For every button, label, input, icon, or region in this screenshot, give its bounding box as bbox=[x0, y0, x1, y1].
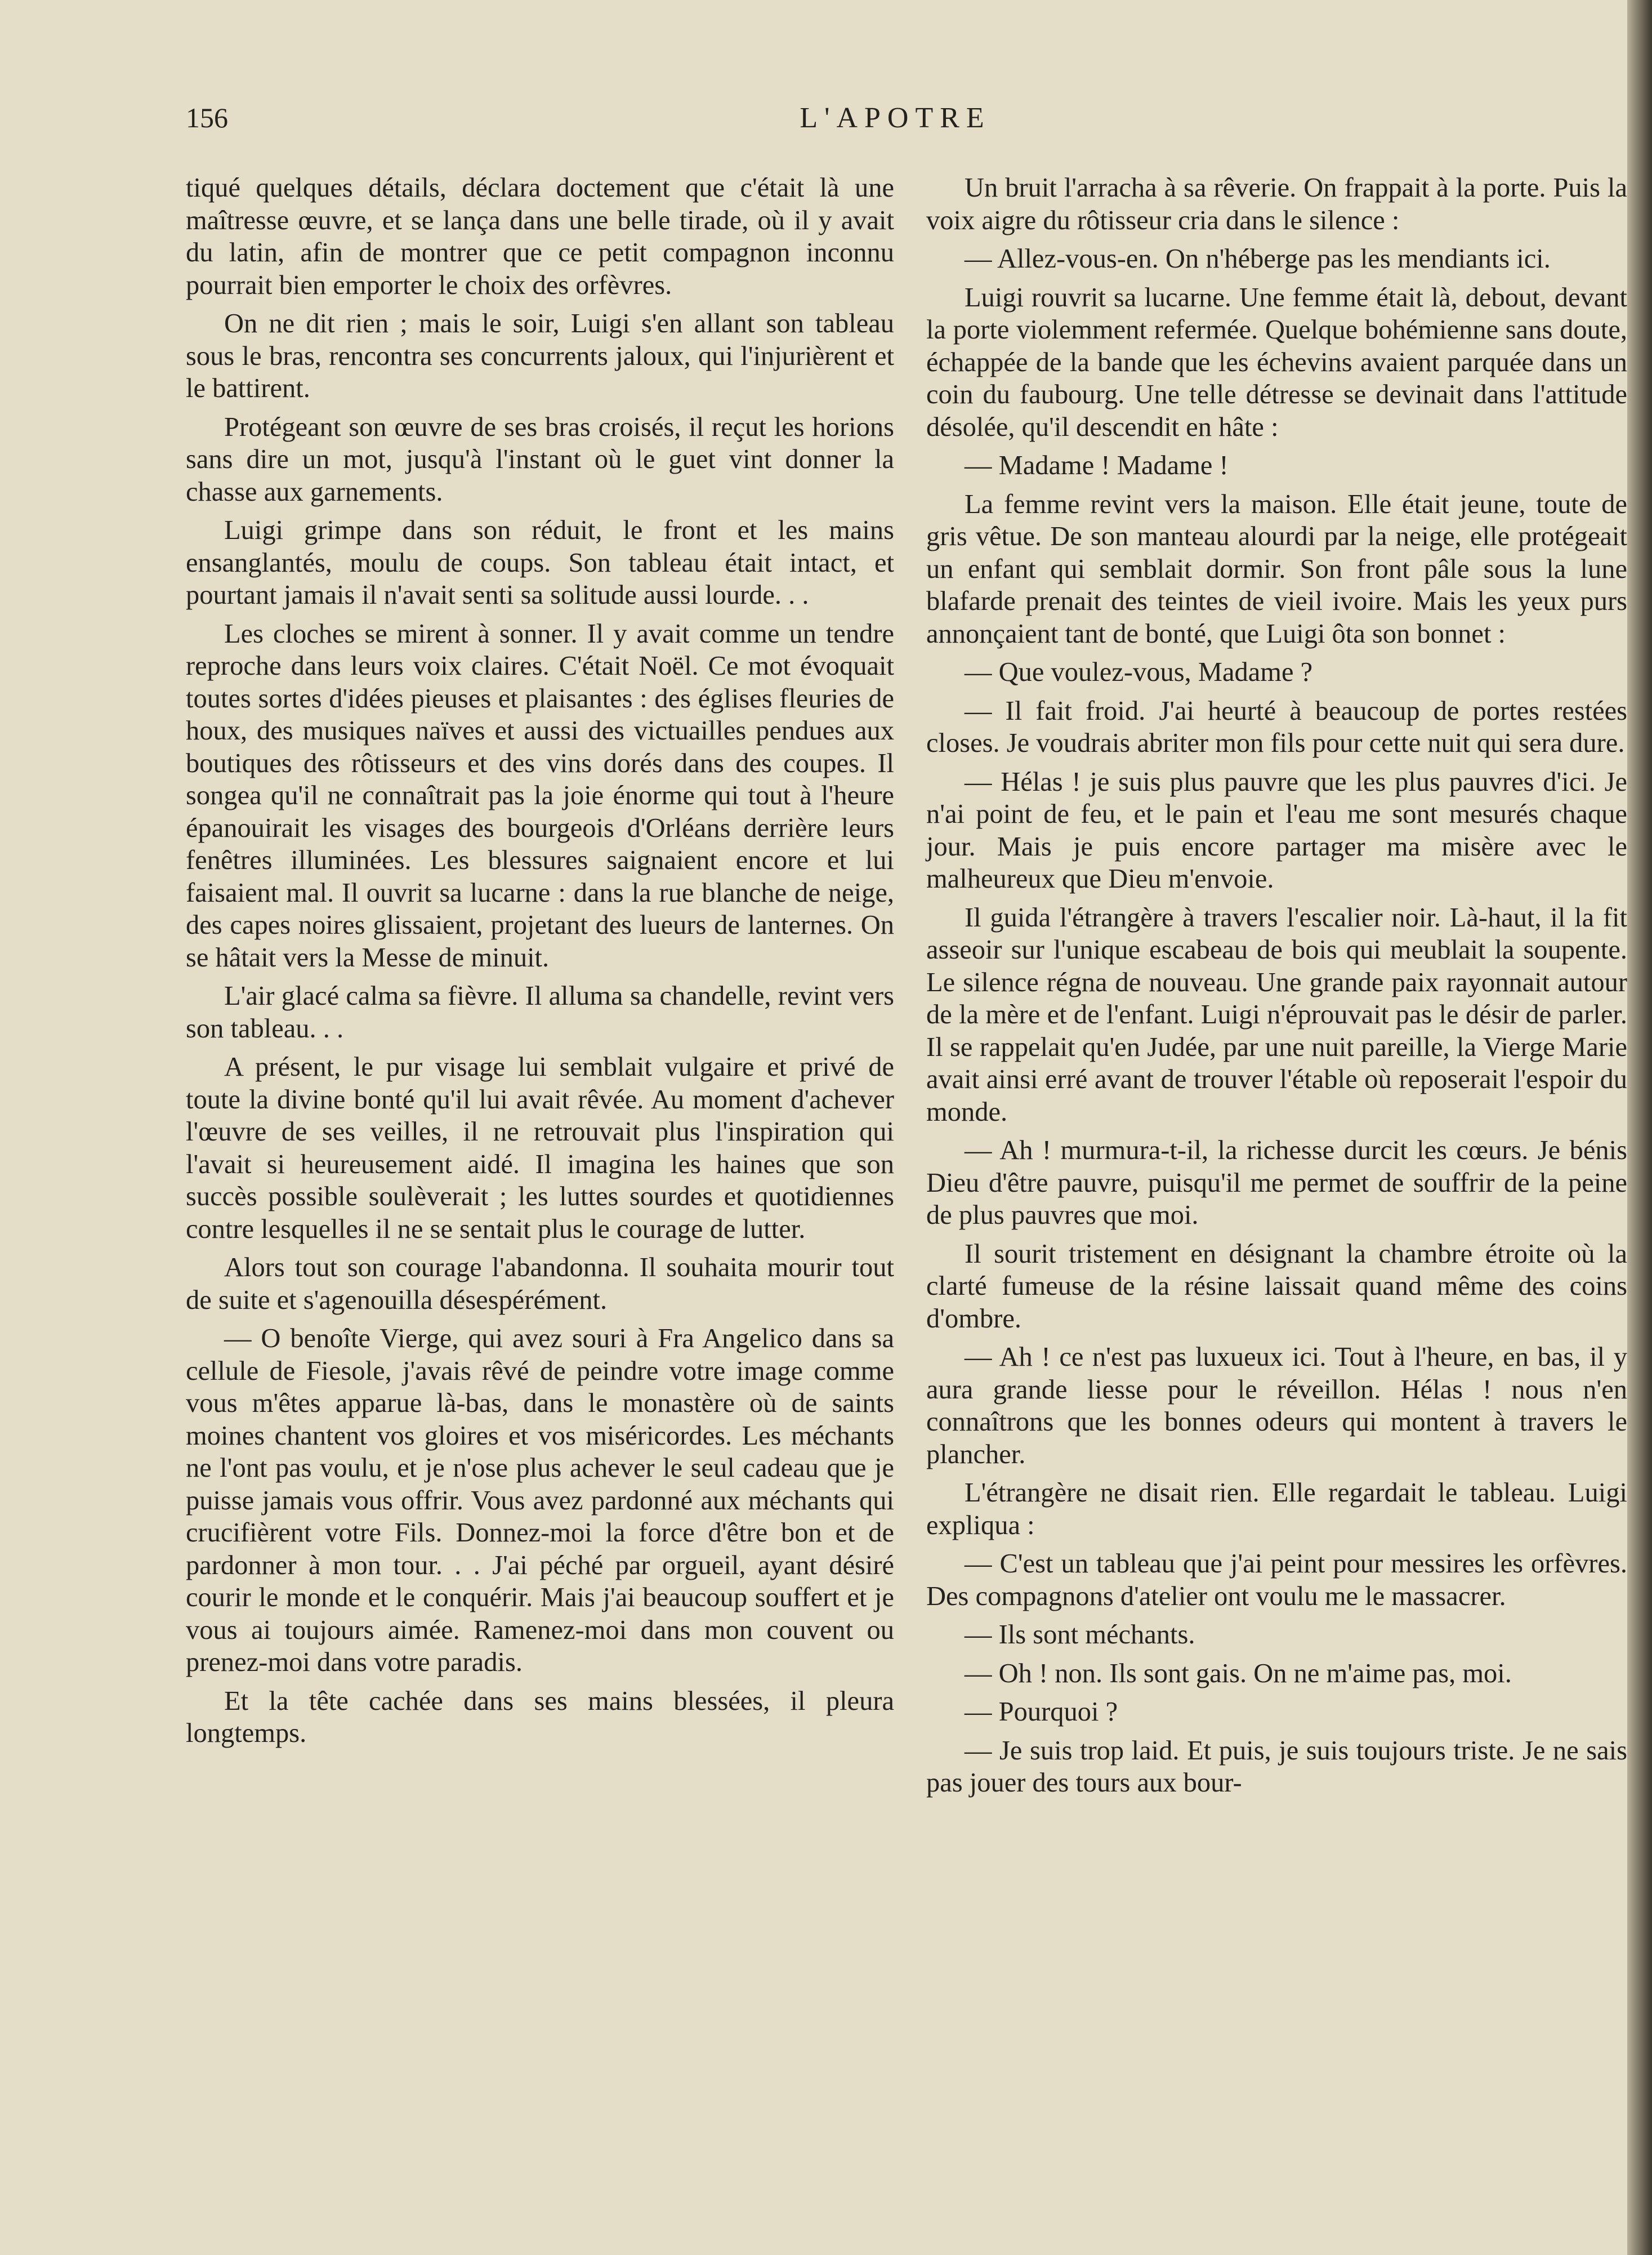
page-edge-shadow bbox=[1627, 0, 1652, 2255]
paragraph: Luigi rouvrit sa lucarne. Une femme était là, debout, devant la porte violemment refermée. Quelque bohémienne sans doute, échappée de la bande que les échevins avaient parquée dans un coin du faubourg. Une telle détresse se devinait dans l'attitude désolée, qu'il descendit en hâte : bbox=[926, 282, 1627, 442]
dialogue-line: — Ah ! murmura-t-il, la richesse durcit les cœurs. Je bénis Dieu d'être pauvre, puisqu'il me permet de souffrir de la peine de plus pauvres que moi. bbox=[926, 1135, 1627, 1230]
paragraph: Les cloches se mirent à sonner. Il y avait comme un tendre reproche dans leurs voix claires. C'était Noël. Ce mot évoquait toutes sortes d'idées pieuses et plaisantes : des églises fleuries de houx, des musiques naïves et aussi des victuailles pendues aux boutiques des rôtisseurs et des vins dorés dans des coupes. Il songea qu'il ne connaîtrait pas la joie énorme qui tout à l'heure épanouirait les visages des bourgeois d'Orléans derrière leurs fenêtres illuminées. Les blessures saignaient encore et lui faisaient mal. Il ouvrit sa lucarne : dans la rue blanche de neige, des capes noires glissaient, projetant des lueurs de lanternes. On se hâtait vers la Messe de minuit. bbox=[186, 618, 894, 973]
running-title: L'APOTRE bbox=[800, 102, 991, 134]
paragraph: Un bruit l'arracha à sa rêverie. On frappait à la porte. Puis la voix aigre du rôtisseur cria dans le silence : bbox=[926, 173, 1627, 235]
paragraph: La femme revint vers la maison. Elle était jeune, toute de gris vêtue. De son manteau alourdi par la neige, elle protégeait un enfant qui semblait dormir. Son front pâle sous la lune blafarde prenait des teintes de vieil ivoire. Mais les yeux purs annonçaient tant de bonté, que Luigi ôta son bonnet : bbox=[926, 489, 1627, 649]
dialogue-line: — Que voulez-vous, Madame ? bbox=[965, 657, 1313, 687]
paragraph: Et la tête cachée dans ses mains blessées, il pleura longtemps. bbox=[186, 1686, 894, 1748]
dialogue-line: — Il fait froid. J'ai heurté à beaucoup de portes restées closes. Je voudrais abriter mon fils pour cette nuit qui sera dure. bbox=[926, 696, 1627, 758]
paragraph: Protégeant son œuvre de ses bras croisés, il reçut les horions sans dire un mot, jusqu'à l'instant où le guet vint donner la chasse aux garnements. bbox=[186, 412, 894, 507]
paragraph: Alors tout son courage l'abandonna. Il souhaita mourir tout de suite et s'agenouilla désespérément. bbox=[186, 1253, 894, 1315]
left-text-column bbox=[186, 172, 894, 1756]
dialogue-line: — Je suis trop laid. Et puis, je suis toujours triste. Je ne sais pas jouer des tours aux bour- bbox=[926, 1735, 1627, 1798]
paragraph: A présent, le pur visage lui semblait vulgaire et privé de toute la divine bonté qu'il lui avait rêvée. Au moment d'achever l'œuvre de ses veilles, il ne retrouvait plus l'inspiration qui l'avait si heureusement aidé. Il imagina les haines que son succès possible soulèverait ; les luttes sourdes et quotidiennes contre lesquelles il ne se sentait plus le courage de lutter. bbox=[186, 1052, 894, 1244]
dialogue-line: — Ah ! ce n'est pas luxueux ici. Tout à l'heure, en bas, il y aura grande liesse pour le réveillon. Hélas ! nous n'en connaîtrons que les bonnes odeurs qui montent à travers le plancher. bbox=[926, 1342, 1627, 1469]
dialogue-line: — Madame ! Madame ! bbox=[965, 451, 1229, 480]
page-header bbox=[186, 101, 1605, 141]
paragraph: L'étrangère ne disait rien. Elle regardait le tableau. Luigi expliqua : bbox=[926, 1478, 1627, 1540]
paragraph: On ne dit rien ; mais le soir, Luigi s'en allant son tableau sous le bras, rencontra ses concurrents jaloux, qui l'injurièrent et le battirent. bbox=[186, 309, 894, 403]
dialogue-line: — Pourquoi ? bbox=[965, 1697, 1118, 1727]
dialogue-line: — Hélas ! je suis plus pauvre que les plus pauvres d'ici. Je n'ai point de feu, et le pain et l'eau me sont mesurés chaque jour. Mais je puis encore partager ma misère avec le malheureux que Dieu m'envoie. bbox=[926, 766, 1627, 894]
page-number: 156 bbox=[186, 102, 228, 133]
paragraph: tiqué quelques détails, déclara doctement que c'était là une maîtresse œuvre, et se lança dans une belle tirade, où il y avait du latin, afin de montrer que ce petit compagnon inconnu pourrait bien emporter le choix des orfèvres. bbox=[186, 173, 894, 300]
paragraph: Il sourit tristement en désignant la chambre étroite où la clarté fumeuse de la résine laissait quand même des coins d'ombre. bbox=[926, 1238, 1627, 1334]
paragraph: Il guida l'étrangère à travers l'escalier noir. Là-haut, il la fit asseoir sur l'unique escabeau de bois qui meublait la soupente. Le silence régna de nouveau. Une grande paix rayonnait autour de la mère et de l'enfant. Luigi n'éprouvait pas le désir de parler. Il se rappelait qu'en Judée, par une nuit pareille, la Vierge Marie avait ainsi erré avant de trouver l'étable où reposerait l'espoir du monde. bbox=[926, 902, 1627, 1127]
dialogue-line: — Oh ! non. Ils sont gais. On ne m'aime pas, moi. bbox=[965, 1658, 1512, 1688]
dialogue-line: — Ils sont méchants. bbox=[965, 1620, 1195, 1650]
paragraph: Luigi grimpe dans son réduit, le front et les mains ensanglantés, moulu de coups. Son tableau était intact, et pourtant jamais il n'avait senti sa solitude aussi lourde. . . bbox=[186, 515, 894, 610]
dialogue-line: — Allez-vous-en. On n'héberge pas les mendiants ici. bbox=[965, 244, 1551, 274]
paragraph: L'air glacé calma sa fièvre. Il alluma sa chandelle, revint vers son tableau. . . bbox=[186, 981, 894, 1044]
paragraph: — O benoîte Vierge, qui avez souri à Fra Angelico dans sa cellule de Fiesole, j'avais rêvé de peindre votre image comme vous m'êtes apparue là-bas, dans le monastère où de saints moines chantent vos gloires et vos miséricordes. Les méchants ne l'ont pas voulu, et je n'ose plus achever le seul cadeau que je puisse jamais vous offrir. Vous avez pardonné aux méchants qui crucifièrent votre Fils. Donnez-moi la force d'être bon et de pardonner à mon tour. . . J'ai péché par orgueil, ayant désiré courir le monde et le conquérir. Mais j'ai beaucoup souffert et je vous ai toujours aimée. Ramenez-moi dans mon couvent ou prenez-moi dans votre paradis. bbox=[186, 1323, 894, 1677]
right-text-column bbox=[926, 172, 1627, 1806]
dialogue-line: — C'est un tableau que j'ai peint pour messires les orfèvres. Des compagnons d'atelier ont voulu me le massacrer. bbox=[926, 1549, 1627, 1611]
